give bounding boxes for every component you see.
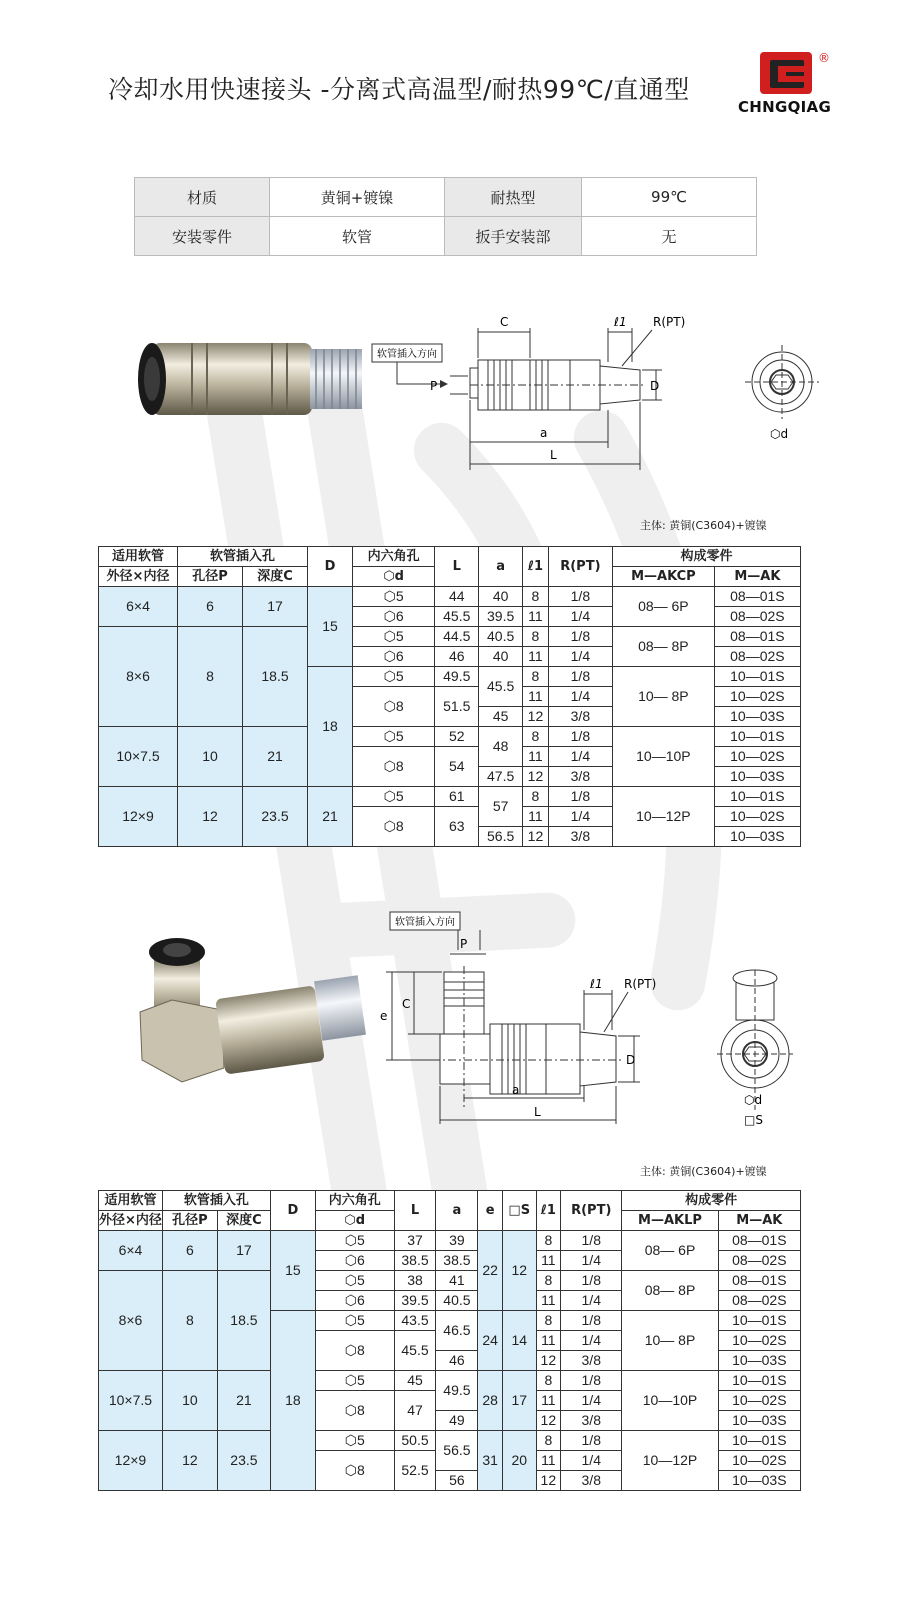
dim-R-2: R(PT)	[624, 977, 657, 991]
l-value: 63	[435, 807, 479, 847]
l-value: 46	[435, 647, 479, 667]
header-hose: 适用软管	[99, 547, 178, 567]
part-ak: 10—03S	[718, 1471, 800, 1491]
l1-value: 8	[536, 1311, 561, 1331]
part-ak: 10—03S	[718, 1411, 800, 1431]
header-R: R(PT)	[548, 547, 612, 587]
part-ak: 10—02S	[718, 1331, 800, 1351]
part-ak: 08—01S	[714, 627, 800, 647]
l-value: 52	[435, 727, 479, 747]
table-row	[99, 727, 801, 747]
header-hex: 内六角孔	[315, 1191, 394, 1211]
bore-c: 23.5	[217, 1431, 270, 1491]
l1-value: 12	[536, 1471, 561, 1491]
header-D: D	[270, 1191, 315, 1231]
product-photo-elbow	[132, 930, 372, 1085]
r-value: 1/4	[548, 807, 612, 827]
part-aklp: 08— 8P	[622, 1271, 718, 1311]
hex-value: ⬡8	[353, 747, 435, 787]
r-value: 1/8	[548, 787, 612, 807]
l1-value: 11	[536, 1391, 561, 1411]
spec-table	[134, 177, 757, 256]
r-value: 1/4	[548, 647, 612, 667]
s-value: 20	[502, 1431, 536, 1491]
part-ak: 10—01S	[718, 1311, 800, 1331]
page-title: 冷却水用快速接头 -分离式高温型/耐热99℃/直通型	[108, 75, 690, 104]
spec-value: 黄铜+镀镍	[270, 178, 445, 217]
r-value: 3/8	[561, 1411, 622, 1431]
part-ak: 10—02S	[714, 807, 800, 827]
l1-value: 11	[523, 747, 549, 767]
l1-value: 8	[523, 667, 549, 687]
r-value: 1/4	[561, 1291, 622, 1311]
l-value: 45.5	[394, 1331, 436, 1371]
a-value: 48	[479, 727, 523, 767]
hose-size: 12×9	[99, 787, 178, 847]
r-value: 1/4	[561, 1251, 622, 1271]
r-value: 1/8	[548, 627, 612, 647]
r-value: 1/4	[548, 747, 612, 767]
hose-size: 10×7.5	[99, 1371, 163, 1431]
r-value: 3/8	[561, 1471, 622, 1491]
hex-value: ⬡8	[315, 1391, 394, 1431]
header-p1: M—AKCP	[612, 567, 714, 587]
part-akcp: 10—10P	[612, 727, 714, 787]
part-ak: 08—02S	[714, 607, 800, 627]
r-value: 3/8	[548, 827, 612, 847]
bore-p: 6	[162, 1231, 217, 1271]
part-ak: 08—02S	[718, 1251, 800, 1271]
bore-c: 18.5	[217, 1271, 270, 1371]
header-hex-sub: ⬡d	[353, 567, 435, 587]
d-value: 18	[308, 667, 353, 787]
hex-value: ⬡8	[353, 807, 435, 847]
header-l1: ℓ1	[523, 547, 549, 587]
hose-size: 8×6	[99, 1271, 163, 1371]
bore-c: 21	[217, 1371, 270, 1431]
spec-value: 软管	[270, 217, 445, 256]
bore-p: 8	[162, 1271, 217, 1371]
part-ak: 10—01S	[718, 1371, 800, 1391]
header-L: L	[435, 547, 479, 587]
a-value: 56.5	[436, 1431, 478, 1471]
part-akcp: 10—12P	[612, 787, 714, 847]
l-value: 44	[435, 587, 479, 607]
l-value: 51.5	[435, 687, 479, 727]
dim-L: L	[550, 448, 557, 462]
dim-S: □S	[744, 1113, 763, 1127]
table-row	[99, 627, 801, 647]
part-akcp: 08— 8P	[612, 627, 714, 667]
bore-p: 10	[162, 1371, 217, 1431]
e-value: 28	[478, 1371, 503, 1431]
part-ak: 10—02S	[714, 687, 800, 707]
r-value: 1/4	[561, 1391, 622, 1411]
l-value: 47	[394, 1391, 436, 1431]
part-akcp: 08— 6P	[612, 587, 714, 627]
table-row	[99, 587, 801, 607]
hex-value: ⬡8	[353, 687, 435, 727]
header-p2: M—AK	[718, 1211, 800, 1231]
table-row	[99, 1231, 801, 1251]
part-ak: 08—01S	[714, 587, 800, 607]
r-value: 3/8	[548, 707, 612, 727]
material-note-1: 主体: 黄铜(C3604)+镀镍	[640, 519, 767, 532]
d-value: 15	[270, 1231, 315, 1311]
insert-direction-label-2: 软管插入方向	[395, 917, 455, 928]
a-value: 56.5	[479, 827, 523, 847]
d-value: 15	[308, 587, 353, 667]
l1-value: 12	[523, 827, 549, 847]
a-value: 40.5	[479, 627, 523, 647]
header-bore: 软管插入孔	[162, 1191, 270, 1211]
spec-row	[135, 217, 757, 256]
dimension-drawing-straight	[370, 310, 830, 480]
e-value: 31	[478, 1431, 503, 1491]
bore-c: 17	[243, 587, 308, 627]
a-value: 40.5	[436, 1291, 478, 1311]
l-value: 49.5	[435, 667, 479, 687]
r-value: 3/8	[548, 767, 612, 787]
r-value: 1/8	[548, 587, 612, 607]
hex-value: ⬡6	[353, 607, 435, 627]
dim-hex-d-2: ⬡d	[744, 1093, 763, 1107]
bore-p: 12	[178, 787, 243, 847]
spec-label: 材质	[135, 178, 270, 217]
dim-C-2: C	[402, 997, 411, 1011]
l1-value: 8	[536, 1371, 561, 1391]
header-S: □S	[502, 1191, 536, 1231]
r-value: 1/8	[561, 1371, 622, 1391]
header-bore-p: 孔径P	[178, 567, 243, 587]
spec-table-elbow	[98, 1190, 801, 1491]
a-value: 39	[436, 1231, 478, 1251]
a-value: 46.5	[436, 1311, 478, 1351]
l1-value: 12	[523, 707, 549, 727]
part-ak: 10—02S	[718, 1391, 800, 1411]
spec-label: 扳手安装部	[445, 217, 582, 256]
part-ak: 10—03S	[718, 1351, 800, 1371]
l1-value: 11	[536, 1251, 561, 1271]
r-value: 1/8	[548, 727, 612, 747]
header-l1: ℓ1	[536, 1191, 561, 1231]
dim-l1: ℓ1	[614, 315, 627, 329]
part-ak: 08—02S	[718, 1291, 800, 1311]
d-value: 18	[270, 1311, 315, 1491]
hex-value: ⬡5	[315, 1311, 394, 1331]
table-row	[99, 1371, 801, 1391]
l-value: 61	[435, 787, 479, 807]
dim-hex-d: ⬡d	[770, 427, 789, 441]
e-value: 22	[478, 1231, 503, 1311]
header-bore-p: 孔径P	[162, 1211, 217, 1231]
brand-name: CHNGQIAG	[738, 98, 832, 116]
part-ak: 10—03S	[714, 767, 800, 787]
s-value: 17	[502, 1371, 536, 1431]
header-hex-sub: ⬡d	[315, 1211, 394, 1231]
table-row	[99, 787, 801, 807]
bore-p: 10	[178, 727, 243, 787]
l-value: 45.5	[435, 607, 479, 627]
hose-size: 6×4	[99, 587, 178, 627]
hose-size: 8×6	[99, 627, 178, 727]
header-a: a	[479, 547, 523, 587]
part-ak: 10—02S	[714, 747, 800, 767]
hex-value: ⬡5	[353, 787, 435, 807]
dim-l1-2: ℓ1	[590, 977, 603, 991]
header-a: a	[436, 1191, 478, 1231]
l1-value: 11	[523, 807, 549, 827]
l1-value: 8	[523, 727, 549, 747]
dim-C: C	[500, 315, 509, 329]
l1-value: 8	[523, 627, 549, 647]
spec-label: 耐热型	[445, 178, 582, 217]
l1-value: 11	[536, 1451, 561, 1471]
table-row	[99, 1191, 801, 1211]
hex-value: ⬡5	[353, 587, 435, 607]
dim-a-2: a	[512, 1083, 520, 1097]
a-value: 38.5	[436, 1251, 478, 1271]
l1-value: 11	[523, 647, 549, 667]
part-ak: 08—02S	[714, 647, 800, 667]
part-aklp: 10—12P	[622, 1431, 718, 1491]
bore-c: 21	[243, 727, 308, 787]
l1-value: 12	[536, 1411, 561, 1431]
hex-value: ⬡8	[315, 1331, 394, 1371]
l1-value: 8	[523, 787, 549, 807]
r-value: 1/8	[561, 1231, 622, 1251]
r-value: 1/4	[548, 687, 612, 707]
bore-c: 18.5	[243, 627, 308, 727]
dimension-drawing-elbow	[372, 910, 832, 1140]
bore-p: 6	[178, 587, 243, 627]
r-value: 1/8	[548, 667, 612, 687]
header-hose-sub: 外径×内径	[99, 1211, 163, 1231]
header-hose: 适用软管	[99, 1191, 163, 1211]
product-photo-straight	[132, 325, 372, 435]
spec-value: 无	[582, 217, 757, 256]
bore-p: 8	[178, 627, 243, 727]
header-bore-c: 深度C	[243, 567, 308, 587]
r-value: 1/4	[548, 607, 612, 627]
table-row	[99, 547, 801, 567]
dim-e: e	[380, 1009, 388, 1023]
l-value: 38	[394, 1271, 436, 1291]
header-bore-c: 深度C	[217, 1211, 270, 1231]
bore-c: 23.5	[243, 787, 308, 847]
a-value: 56	[436, 1471, 478, 1491]
insert-direction-label: 软管插入方向	[377, 349, 437, 360]
a-value: 40	[479, 647, 523, 667]
l-value: 43.5	[394, 1311, 436, 1331]
hex-value: ⬡6	[315, 1251, 394, 1271]
l1-value: 8	[536, 1431, 561, 1451]
dim-a: a	[540, 426, 548, 440]
table-row	[99, 1271, 801, 1291]
l-value: 38.5	[394, 1251, 436, 1271]
header-hex: 内六角孔	[353, 547, 435, 567]
l1-value: 11	[523, 687, 549, 707]
r-value: 1/4	[561, 1331, 622, 1351]
header-parts: 构成零件	[612, 547, 800, 567]
a-value: 45	[479, 707, 523, 727]
part-ak: 10—03S	[714, 707, 800, 727]
part-ak: 10—03S	[714, 827, 800, 847]
hex-value: ⬡5	[315, 1371, 394, 1391]
a-value: 49.5	[436, 1371, 478, 1411]
header-L: L	[394, 1191, 436, 1231]
part-ak: 08—01S	[718, 1271, 800, 1291]
r-value: 1/8	[561, 1431, 622, 1451]
part-aklp: 08— 6P	[622, 1231, 718, 1271]
r-value: 3/8	[561, 1351, 622, 1371]
spec-label: 安装零件	[135, 217, 270, 256]
spec-table-straight	[98, 546, 801, 847]
part-aklp: 10—10P	[622, 1371, 718, 1431]
part-aklp: 10— 8P	[622, 1311, 718, 1371]
r-value: 1/4	[561, 1451, 622, 1471]
part-akcp: 10— 8P	[612, 667, 714, 727]
l1-value: 11	[536, 1291, 561, 1311]
s-value: 12	[502, 1231, 536, 1311]
dim-L-2: L	[534, 1105, 541, 1119]
header-e: e	[478, 1191, 503, 1231]
header-hose-sub: 外径×内径	[99, 567, 178, 587]
bore-p: 12	[162, 1431, 217, 1491]
part-ak: 10—01S	[718, 1431, 800, 1451]
table-row	[99, 1431, 801, 1451]
hex-value: ⬡5	[353, 667, 435, 687]
l-value: 45	[394, 1371, 436, 1391]
a-value: 45.5	[479, 667, 523, 707]
part-ak: 10—01S	[714, 787, 800, 807]
l-value: 52.5	[394, 1451, 436, 1491]
part-ak: 10—02S	[718, 1451, 800, 1471]
l1-value: 8	[536, 1271, 561, 1291]
l-value: 37	[394, 1231, 436, 1251]
l1-value: 8	[536, 1231, 561, 1251]
l1-value: 11	[536, 1331, 561, 1351]
dim-P-2: P	[460, 937, 468, 951]
part-ak: 08—01S	[718, 1231, 800, 1251]
hex-value: ⬡5	[353, 627, 435, 647]
material-note-2: 主体: 黄铜(C3604)+镀镍	[640, 1165, 767, 1178]
l-value: 44.5	[435, 627, 479, 647]
part-ak: 10—01S	[714, 727, 800, 747]
hex-value: ⬡6	[353, 647, 435, 667]
e-value: 24	[478, 1311, 503, 1371]
dim-D-2: D	[626, 1053, 636, 1067]
spec-row	[135, 178, 757, 217]
l1-value: 12	[523, 767, 549, 787]
l-value: 39.5	[394, 1291, 436, 1311]
r-value: 1/8	[561, 1311, 622, 1331]
hex-value: ⬡6	[315, 1291, 394, 1311]
hose-size: 10×7.5	[99, 727, 178, 787]
dim-R: R(PT)	[653, 315, 686, 329]
a-value: 49	[436, 1411, 478, 1431]
dim-P: P	[430, 379, 438, 393]
hose-size: 12×9	[99, 1431, 163, 1491]
s-value: 14	[502, 1311, 536, 1371]
l-value: 54	[435, 747, 479, 787]
a-value: 57	[479, 787, 523, 827]
d-value: 21	[308, 787, 353, 847]
l-value: 50.5	[394, 1431, 436, 1451]
part-ak: 10—01S	[714, 667, 800, 687]
header-p2: M—AK	[714, 567, 800, 587]
l1-value: 11	[523, 607, 549, 627]
header-bore: 软管插入孔	[178, 547, 308, 567]
header-parts: 构成零件	[622, 1191, 801, 1211]
hex-value: ⬡5	[315, 1431, 394, 1451]
a-value: 40	[479, 587, 523, 607]
a-value: 46	[436, 1351, 478, 1371]
hex-value: ⬡8	[315, 1451, 394, 1491]
a-value: 47.5	[479, 767, 523, 787]
registered-mark: ®	[818, 51, 830, 65]
hex-value: ⬡5	[315, 1231, 394, 1251]
l1-value: 12	[536, 1351, 561, 1371]
hex-value: ⬡5	[315, 1271, 394, 1291]
header-D: D	[308, 547, 353, 587]
header-p1: M—AKLP	[622, 1211, 718, 1231]
dim-D: D	[650, 379, 660, 393]
a-value: 41	[436, 1271, 478, 1291]
r-value: 1/8	[561, 1271, 622, 1291]
header-R: R(PT)	[561, 1191, 622, 1231]
l1-value: 8	[523, 587, 549, 607]
spec-value: 99℃	[582, 178, 757, 217]
hex-value: ⬡5	[353, 727, 435, 747]
a-value: 39.5	[479, 607, 523, 627]
hose-size: 6×4	[99, 1231, 163, 1271]
bore-c: 17	[217, 1231, 270, 1271]
